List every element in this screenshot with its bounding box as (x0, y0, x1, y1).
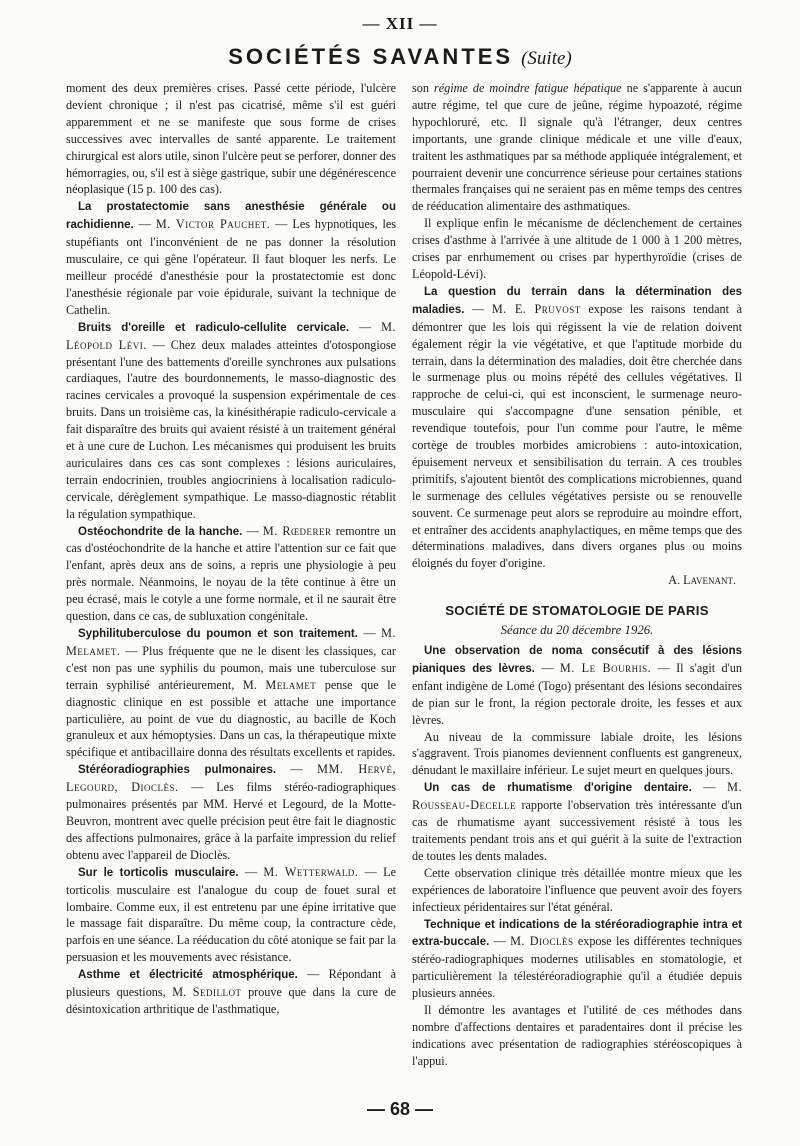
article-title: Bruits d'oreille et radiculo-cellulite cervicale. (78, 321, 350, 334)
page-number-top: — XII — (362, 14, 438, 33)
section-date: Séance du 20 décembre 1926. (500, 623, 654, 638)
paragraph: Cette observation clinique très détaillée montre mieux que les expériences de laboratoire l'influence que peuvent avoir des foyers infectieux péridentaires sur l'état général. (412, 865, 742, 914)
article-osteochondrite: Ostéochondrite de la hanche. — M. Rœderer remontre un cas d'ostéochondrite de la hanche et attire l'attention sur ce fait que l'enfant, après deux ans de soins, a repris une physiologie à peu près normale. Néanmoins, le noyau de la tête continue à être un peu écrasé, mais le cotyle a une forme normale, et il ne saurait être question, dans ce cas, de subluxation congénitale. (66, 523, 397, 624)
article-text: Chez deux malades atteintes d'otospongiose présentant l'une des battements d'oreille synchrones aux pulsations cardiaques, l'autre des bourdonnements, le masso-diagnostic des racines cervicales a provoqué la suspension expérimentale de ces bruits. Dans un troisième cas, la kinésithérapie radiculo-cervicale a fait disparaître des bruits qui avaient résisté à un traitement général et à une cure de Luchon. Les mécanismes qui produisent les bruits auriculaires dans ces cas sont complexes : lésions auriculaires, terrain endocrinien, troubles angiocriniens à localisation radiculo-cervicale, dérèglement sympathique. Le masso-diagnostic rétablit la régulation sympathique. (66, 337, 397, 521)
article-text: Il s'agit d'un enfant indigène de Lomé (Togo) présentant des lésions secondaires de pian sur le front, la région pectorale droite, les fesses et aux lèvres. (412, 660, 742, 727)
article-stereoradiographie-buccale: Technique et indications de la stéréoradiographie intra et extra-buccale. — M. Dioclès expose les différentes techniques stéréo-radiographiques modernes utilisables en stomatologie, et particulièrement la télestéréoradiographie qu'il a étudiée depuis plusieurs années. (412, 918, 743, 1001)
article-text: rapporte l'observation très intéressante d'un cas de rhumatisme ayant successivement résisté à tous les traitements pendant trois ans et qui guérit à la suite de l'extraction de toutes les dents malades. (412, 798, 742, 863)
text-run: ne s'apparente à aucun autre régime, tel que cure de jeûne, régime hypoazoté, régime hypochloruré, etc. Il signale qu'à l'étranger, deux centres importants, une grande clinique médicale et une ville d'eaux, traitent les asthmatiques par sa méthode appliquée intégralement, et pourraient devenir une concurrence sérieuse pour certaines stations thermales françaises qui ne seraient pas en même temps des centres de rééducation alimentaire des asthmatiques. (412, 81, 743, 214)
article-author: Melamet (265, 677, 317, 692)
article-bruits-oreille: Bruits d'oreille et radiculo-cellulite cervicale. — M. Léopold Lévi. — Chez deux malades atteintes d'otospongiose présentant l'une des battements d'oreille synchrones aux pulsations cardiaques, l'autre des bourdonnements, le masso-diagnostic des racines cervicales a provoqué la suspension expérimentale de ces bruits. Dans un troisième cas, la kinésithérapie radiculo-cervicale a fait disparaître des bruits qui avaient résisté à un traitement général et à une cure de Luchon. Les mécanismes qui produisent les bruits auriculaires dans ces cas sont complexes : lésions auriculaires, terrain endocrinien, troubles angiocriniens à localisation radiculo-cervicale, dérèglement sympathique. Le masso-diagnostic rétablit la régulation sympathique. (66, 319, 397, 521)
article-prostatectomie: La prostatectomie sans anesthésie générale ou rachidienne. — M. Victor Pauchet. — Les hypnotiques, les stupéfiants ont l'inconvénient de ne pas donner la résolution musculaire, ce qui gêne l'opérateur. Il faut bloquer les nerfs. Le meilleur procédé d'anesthésie pour la prostatectomie est donc l'anesthésie régionale par voie épidurale, suivant la technique de Cathelin. (66, 201, 397, 317)
page-number-bottom: — 68 — (366, 1099, 434, 1119)
signature-initial: A. (668, 573, 681, 588)
article-title: Un cas de rhumatisme d'origine dentaire. (424, 782, 692, 795)
section-title: SOCIÉTÉ DE STOMATOLOGIE DE PARIS (445, 603, 709, 619)
article-text: pense que le diagnostic clinique en est possible et attache une importance particulière, au point de vue du diagnostic, au bacille de Koch granuleux et aux hémoptysies. Dans un cas, la thérapeutique mixte spécifique et antibacillaire donna des résultats excellents et rapides. (66, 677, 397, 760)
article-rhumatisme: Un cas de rhumatisme d'origine dentaire. — M. Rousseau-Decelle rapporte l'observation très intéressante d'un cas de rhumatisme ayant successivement résisté à tous les traitements pendant trois ans et qui guérit à la suite de l'extraction de toutes les dents malades. (412, 780, 742, 863)
article-title: Syphilituberculose du poumon et son traitement. (78, 628, 358, 640)
article-author: M. Le Bourhis. (559, 660, 652, 675)
signature (412, 572, 742, 589)
article-author: M. E. Pruvost (491, 301, 581, 316)
paragraph: Il démontre les avantages et l'utilité de ces méthodes dans nombre d'affections dentaires et paradentaires dont il précise les indications avec présentation de radiographies stéréoscopiques à l'appui. (412, 1003, 742, 1068)
article-text: expose les différentes techniques stéréo-radiographiques modernes utilisables en stomatologie, et particulièrement la télestéréoradiographie qu'il a étudiée depuis plusieurs années. (412, 934, 743, 1001)
italic-phrase: régime de moindre fatigue hépatique (433, 81, 622, 95)
article-author: M. Melamet. (66, 626, 397, 658)
article-text: Répondant à plusieurs questions, M. (66, 967, 397, 1000)
article-noma: Une observation de noma consécutif à des lésions pianiques des lèvres. — M. Le Bourhis. — Il s'agit d'un enfant indigène de Lomé (Togo) présentant des lésions secondaires de pian sur le front, la région pectorale droite, les fesses et aux lèvres. (412, 645, 742, 727)
text-run: son (412, 81, 429, 95)
page-header (0, 44, 800, 70)
article-text: prouve que dans la cure de désintoxication arthritique de l'asthmatique, (66, 985, 396, 1016)
article-title: Stéréoradiographies pulmonaires. (78, 764, 277, 777)
article-author: M. Léopold Lévi. (66, 319, 397, 352)
article-title: Asthme et électricité atmosphérique. (78, 969, 298, 982)
article-text: Le torticolis musculaire est l'analogue du coup de fouet sural et lombaire. Comme eux, il est entretenu par une épine irritative que le massage fait disparaître. Du même coup, la contracture cède, parfois en une séance. La rééducation du côté atonique se fait par la persuasion et les mouvements avec résistance. (66, 864, 396, 965)
article-author: M. Rousseau-Decelle (412, 780, 742, 813)
article-title: La question du terrain dans la détermination des maladies. (412, 285, 742, 316)
paragraph: Il explique enfin le mécanisme de déclenchement de certaines crises d'asthme à l'arrivée à une altitude de 1 000 à 1 200 mètres, crises par enrhumement ou crises par hyperthyroïdie (crises de Léopold-Lévi). (412, 216, 742, 281)
article-text: remontre un cas d'ostéochondrite de la hanche et attire l'attention sur ce fait que l'enfant, après deux ans de soins, a repris une physiologie à peu près normale. Néanmoins, le noyau de la tête continue à être un peu écrasé, mais le cotyle a une forme normale, et il ne saurait être question, dans ce cas, de subluxation congénitale. (66, 523, 397, 624)
right-column (412, 80, 742, 1070)
article-author: M. Wetterwald. (263, 864, 359, 879)
article-stereoradiographies: Stéréoradiographies pulmonaires. — MM. Hervé, Legourd, Dioclès. — Les films stéréo-radiographiques pulmonaires présentés par MM. Hervé et Legourd, de la Motte-Beuvron, montrent avec quelle précision peut être fait le diagnostic des affections pulmonaires, grâce à la parfaite impression du relief obtenu avec l'appareil de Dioclès. (66, 762, 397, 862)
article-author: M. Victor Pauchet. (155, 217, 271, 232)
article-title: Sur le torticolis musculaire. (78, 866, 239, 879)
article-author: M. Rœderer (262, 523, 332, 538)
paragraph: Au niveau de la commissure labiale droite, les lésions s'aggravent. Trois pianomes deviennent confluents est gangreneux, dénudant le maxillaire inférieur. Le sujet meurt en quelques jours. (412, 729, 742, 778)
article-author: M. Dioclès (510, 934, 574, 949)
article-torticolis: Sur le torticolis musculaire. — M. Wetterwald. — Le torticolis musculaire est l'analogue du coup de fouet sural et lombaire. Comme eux, il est entretenu par une épine irritative que le massage fait disparaître. Du même coup, la contracture cède, parfois en une séance. La rééducation du côté atonique se fait par la persuasion et les mouvements avec résistance. (66, 864, 396, 965)
article-text: Les hypnotiques, les stupéfiants ont l'inconvénient de ne pas donner la résolution musculaire, ce qui gêne l'opérateur. Il faut bloquer les nerfs. Le meilleur procédé d'anesthésie pour la prostatectomie est donc l'anesthésie régionale par voie épidurale, suivant la technique de Cathelin. (66, 217, 397, 317)
article-title: Ostéochondrite de la hanche. (78, 525, 243, 538)
header-title: SOCIÉTÉS SAVANTES (228, 44, 514, 69)
article-asthme: Asthme et électricité atmosphérique. — Répondant à plusieurs questions, M. Sedillot prouve que dans la cure de désintoxication arthritique de l'asthmatique, (66, 967, 397, 1016)
paragraph (412, 80, 742, 215)
left-column (66, 80, 396, 1018)
article-title: Une observation de noma consécutif à des lésions pianiques des lèvres. (412, 645, 742, 675)
paragraph: moment des deux premières crises. Passé cette période, l'ulcère devient chronique ; il n'est pas cicatrisé, même s'il est guéri apparemment et ne se manifeste que sous forme de crises successives avec intervalles de santé apparente. Le traitement chirurgical est alors utile, sinon l'ulcère peut se perforer, donner des hémorragies, ou, s'il est à siège gastrique, subir une dégénérescence néoplasique (15 p. 100 des cas). (66, 81, 396, 197)
article-text: Plus fréquente que ne le disent les classiques, car c'est non pas une syphilis du poumon, mais une tuberculose sur terrain syphilisé antérieurement, M. (66, 643, 396, 692)
article-text: Les films stéréo-radiographiques pulmonaires présentés par MM. Hervé et Legourd, de la Motte-Beuvron, montrent avec quelle précision peut être fait le diagnostic des affections pulmonaires, grâce à la parfaite impression du relief obtenu avec l'appareil de Dioclès. (66, 780, 397, 862)
article-terrain: La question du terrain dans la détermination des maladies. — M. E. Pruvost expose les raisons tendant à démontrer que les lois qui régissent la vie de relation doivent également régir la vie végétative, et que l'aptitude morbide du terrain, dans la détermination des maladies, doit être cherchée dans le surmenage plus ou moins répété des cellules végétatives. Il rapproche de celui-ci, qui est inconscient, le surmenage neuro-musculaire qui s'accompagne d'une sensation pénible, et revendique toutefois, pour l'un comme pour l'autre, le même cortège de troubles morbides amicrobiens : auto-intoxication, épuisement nerveux et sensibilisation du terrain. A ces troubles primitifs, s'ajoutent bientôt des complications microbiennes, quand le surmenage des cellules végétatives persiste ou se renouvelle souvent. Ce surmenage peut alors se reproduire au moindre effort, et entraîner des accidents anaphylactiques, en même temps que des déterminations maladives, dans divers organes plus ou moins éloignés du foyer d'origine. (412, 285, 743, 571)
header-subtitle: (Suite) (521, 48, 572, 69)
article-title: La prostatectomie sans anesthésie générale ou rachidienne. (66, 201, 396, 232)
article-author: MM. Hervé, Legourd, Dioclès. (66, 762, 396, 795)
article-author: Sedillot (192, 985, 242, 1000)
signature-name: Lavenant. (683, 573, 736, 588)
article-text: expose les raisons tendant à démontrer que les lois qui régissent la vie de relation doivent également régir la vie végétative, et que l'aptitude morbide du terrain, dans la détermination des maladies, doit être cherchée dans le surmenage plus ou moins répété des cellules végétatives. Il rapproche de celui-ci, qui est inconscient, le surmenage neuro-musculaire qui s'accompagne d'une sensation pénible, et revendique toutefois, pour l'un comme pour l'autre, le même cortège de troubles morbides amicrobiens : auto-intoxication, épuisement nerveux et sensibilisation du terrain. A ces troubles primitifs, s'ajoutent bientôt des complications microbiennes, quand le surmenage des cellules végétatives persiste ou se renouvelle souvent. Ce surmenage peut alors se reproduire au moindre effort, et entraîner des accidents anaphylactiques, en même temps que des déterminations maladives, dans divers organes plus ou moins éloignés du foyer d'origine. (412, 301, 743, 571)
article-syphilituberculose: Syphilituberculose du poumon et son traitement. — M. Melamet. — Plus fréquente que ne le disent les classiques, car c'est non pas une syphilis du poumon, mais une tuberculose sur terrain syphilisé antérieurement, M. Melamet pense que le diagnostic clinique en est possible et attache une importance particulière, au point de vue du diagnostic, au bacille de Koch granuleux et aux hémoptysies. Dans un cas, la thérapeutique mixte spécifique et antibacillaire donna des résultats excellents et rapides. (66, 626, 397, 760)
article-title: Technique et indications de la stéréoradiographie intra et extra-buccale. (412, 918, 742, 949)
